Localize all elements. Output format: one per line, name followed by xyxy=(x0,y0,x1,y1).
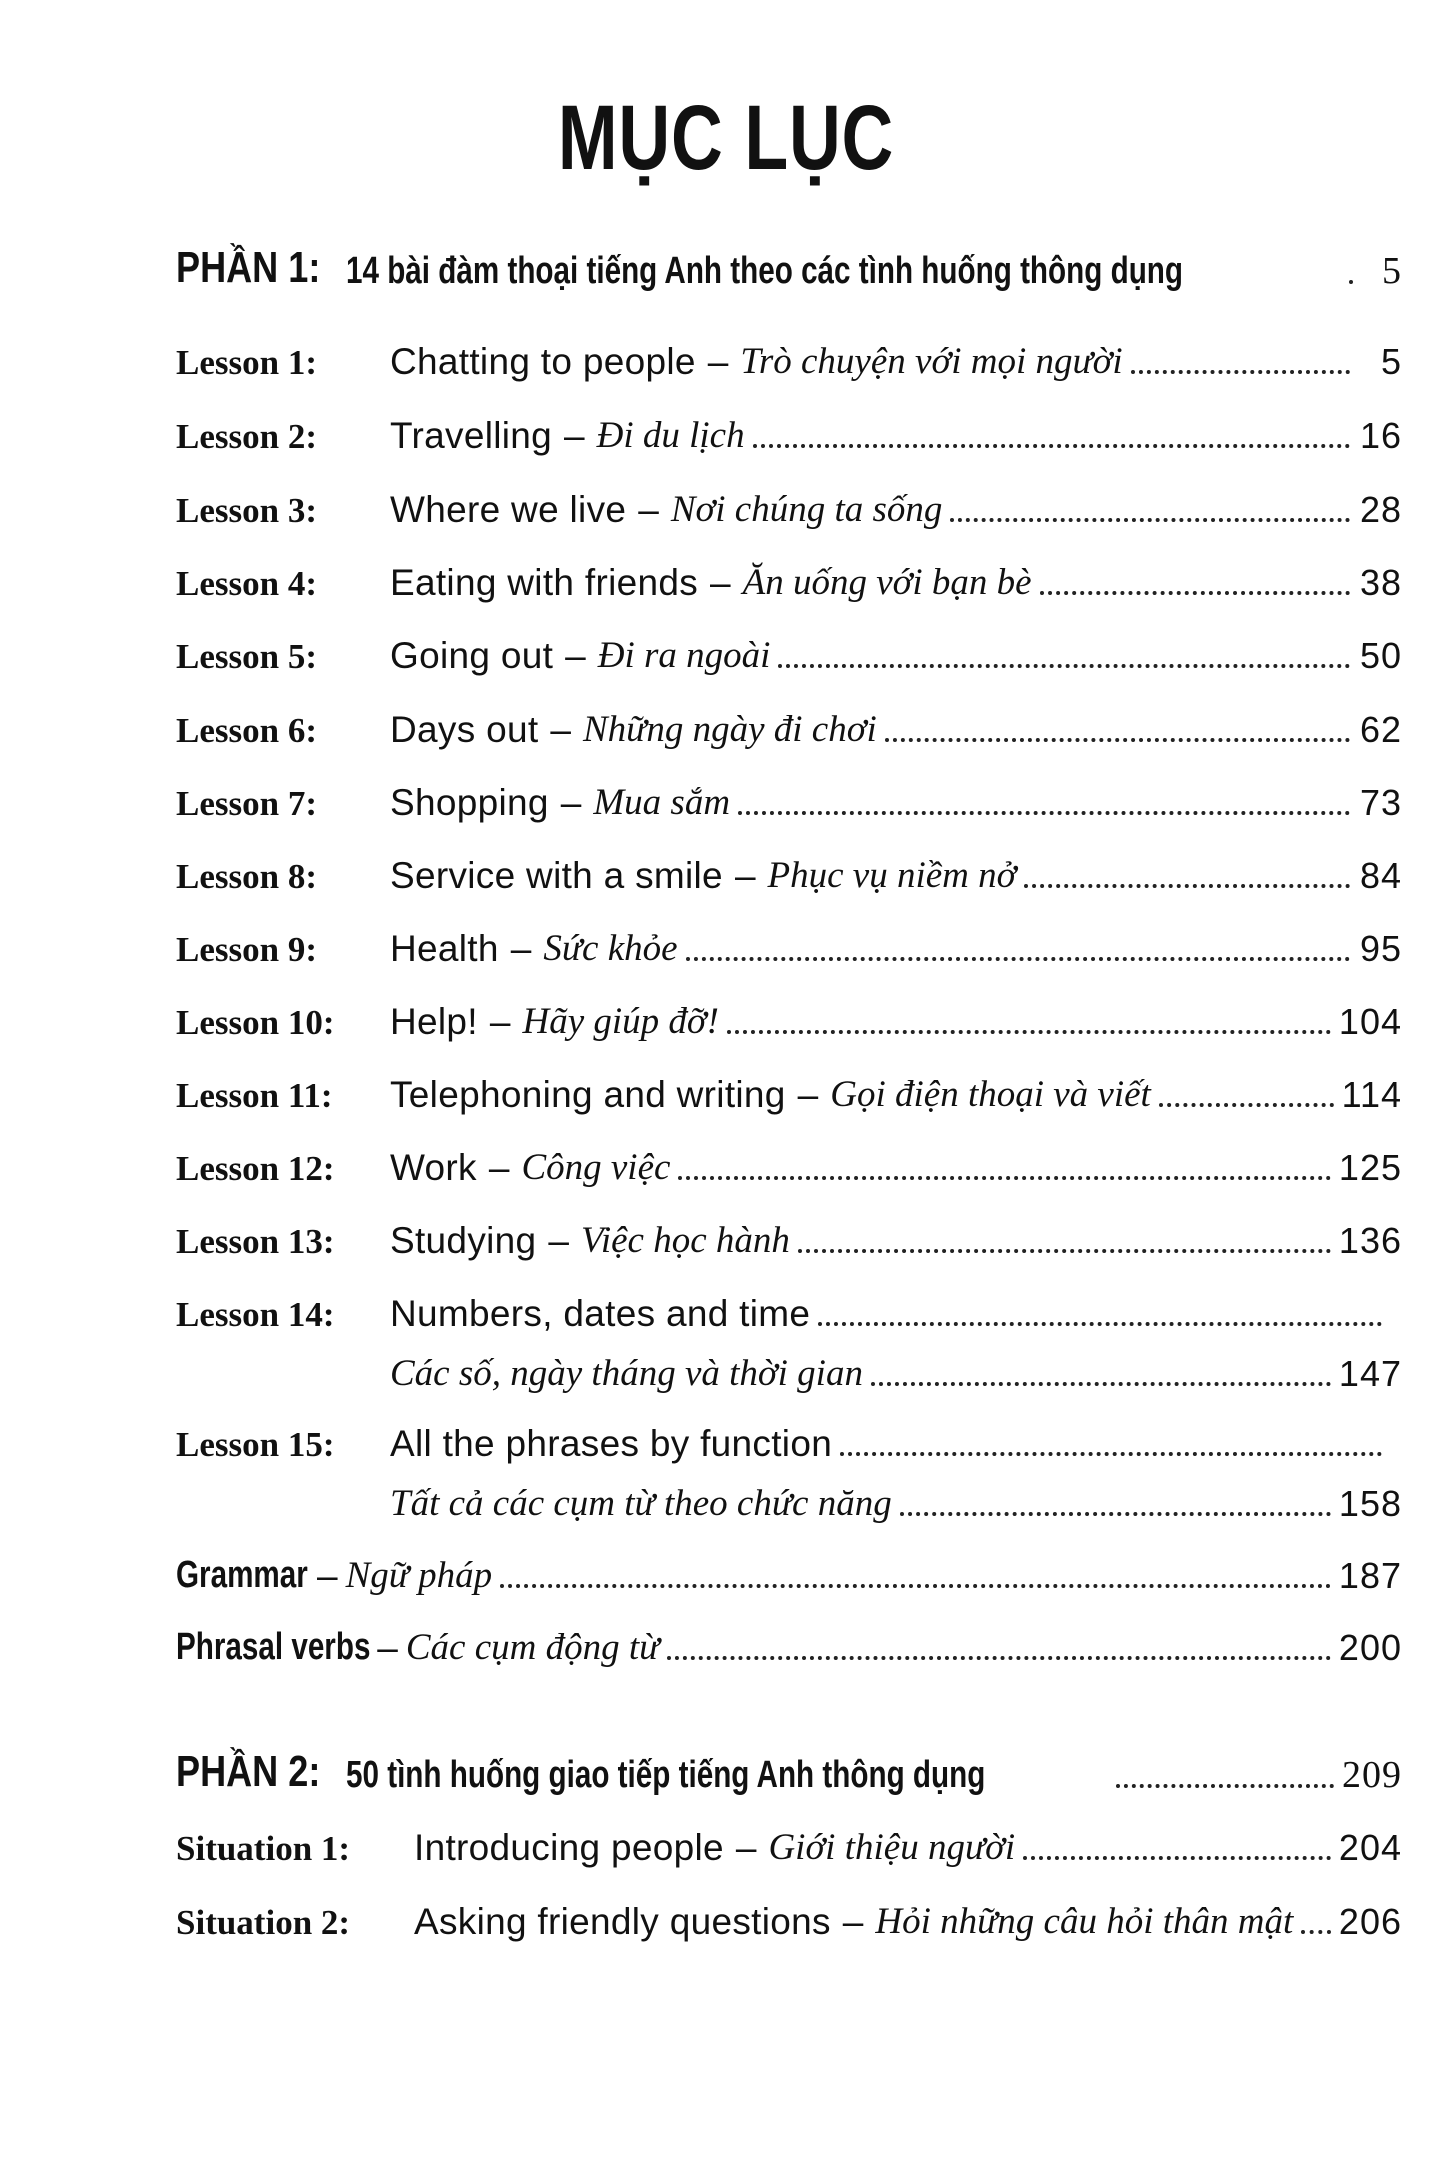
separator-dash: – xyxy=(735,1827,757,1868)
leader-dots xyxy=(840,1452,1382,1456)
extra-title-vi: Các cụm động từ xyxy=(405,1627,660,1668)
separator-dash: – xyxy=(489,1001,511,1042)
leader-dots xyxy=(1116,1784,1334,1788)
part-2-page: 209 xyxy=(1342,1754,1402,1796)
leader-dots xyxy=(900,1512,1331,1516)
leader-dots xyxy=(950,518,1350,522)
lesson-label: Lesson 10: xyxy=(176,1003,335,1042)
separator-dash: – xyxy=(550,709,571,750)
lesson-title-en: All the phrases by function xyxy=(390,1423,833,1464)
page-number: 158 xyxy=(1338,1483,1402,1524)
extra-label: Grammar xyxy=(176,1554,308,1596)
leader-dots xyxy=(798,1249,1331,1253)
lesson-label: Lesson 8: xyxy=(176,857,317,896)
situation-title-en: Asking friendly questions xyxy=(414,1901,831,1942)
lesson-title-vi: Những ngày đi chơi xyxy=(583,709,877,750)
toc-entry-phrasal-verbs xyxy=(176,1608,1402,1666)
page-number: 187 xyxy=(1338,1555,1402,1596)
toc-entry-lesson-13 xyxy=(176,1201,1402,1259)
leader-dots xyxy=(753,444,1350,448)
page-number: 16 xyxy=(1359,415,1402,456)
separator-dash: – xyxy=(842,1901,864,1942)
leader-dots xyxy=(871,1382,1331,1386)
lesson-title-en: Shopping xyxy=(390,782,549,823)
part-1-heading xyxy=(176,232,1402,290)
page-title: MỤC LỤC xyxy=(557,87,895,189)
separator-dash: – xyxy=(564,415,585,456)
separator-dash: – xyxy=(377,1627,398,1668)
lesson-title-en: Work xyxy=(390,1147,477,1188)
toc-entry-lesson-5 xyxy=(176,616,1402,674)
toc-entry-lesson-3 xyxy=(176,470,1402,528)
lesson-label: Lesson 14: xyxy=(176,1295,335,1334)
lesson-label: Lesson 1: xyxy=(176,343,317,382)
situation-title-en: Introducing people xyxy=(414,1827,724,1868)
page-number: 62 xyxy=(1359,709,1402,750)
separator-dash: – xyxy=(710,562,731,603)
toc-entry-lesson-15-vi xyxy=(176,1464,1402,1522)
separator-dash: – xyxy=(707,341,729,382)
leader-dots xyxy=(818,1322,1382,1326)
lesson-title-en: Going out xyxy=(390,635,554,676)
lesson-title-vi: Công việc xyxy=(521,1147,671,1188)
separator-dash: – xyxy=(560,782,582,823)
lesson-label: Lesson 9: xyxy=(176,930,317,969)
page-number: 206 xyxy=(1338,1901,1402,1942)
leader-dots xyxy=(885,738,1350,742)
lesson-title-en: Service with a smile xyxy=(390,855,723,896)
situation-title-vi: Giới thiệu người xyxy=(768,1827,1016,1868)
part-2-title: 50 tình huống giao tiếp tiếng Anh thông dụng xyxy=(346,1754,986,1796)
page-number: 50 xyxy=(1359,635,1402,676)
part-2-label: PHẦN 2: xyxy=(176,1747,321,1796)
lesson-title-en: Help! xyxy=(390,1001,478,1042)
separator-dash: – xyxy=(797,1074,819,1115)
lesson-title-vi: Mua sắm xyxy=(593,782,731,823)
lesson-title-vi: Hãy giúp đỡ! xyxy=(522,1001,719,1042)
leader-dots xyxy=(686,957,1350,961)
separator-dash: – xyxy=(565,635,586,676)
page-number: 114 xyxy=(1341,1074,1402,1115)
lesson-title-vi: Gọi điện thoại và viết xyxy=(830,1074,1151,1115)
toc-entry-lesson-14-vi xyxy=(176,1334,1402,1392)
lesson-title-vi: Phục vụ niềm nở xyxy=(767,855,1017,896)
leader-dots xyxy=(1349,280,1350,284)
page-number: 5 xyxy=(1380,341,1402,382)
toc-entry-lesson-12 xyxy=(176,1128,1402,1186)
lesson-title-en: Where we live xyxy=(390,489,627,530)
toc-entry-lesson-4 xyxy=(176,543,1402,601)
part-1-page: 5 xyxy=(1382,250,1402,292)
leader-dots xyxy=(1159,1103,1334,1107)
toc-entry-lesson-15 xyxy=(176,1404,1402,1462)
lesson-title-en: Eating with friends xyxy=(390,562,699,603)
part-1-label: PHẦN 1: xyxy=(176,243,321,292)
leader-dots xyxy=(727,1030,1331,1034)
toc-entry-lesson-6 xyxy=(176,690,1402,748)
extra-label: Phrasal verbs xyxy=(176,1626,371,1668)
situation-label: Situation 1: xyxy=(176,1829,351,1868)
leader-dots xyxy=(1024,884,1350,888)
lesson-label: Lesson 6: xyxy=(176,711,317,750)
toc-entry-situation-1 xyxy=(176,1808,1402,1866)
lesson-title-en: Numbers, dates and time xyxy=(390,1293,811,1334)
lesson-title-en: Travelling xyxy=(390,415,553,456)
leader-dots xyxy=(1301,1930,1331,1934)
lesson-title-vi: Đi du lịch xyxy=(596,415,745,456)
part-1-title: 14 bài đàm thoại tiếng Anh theo các tình huống thông dụng xyxy=(346,250,1184,292)
separator-dash: – xyxy=(510,928,532,969)
leader-dots xyxy=(667,1656,1331,1660)
lesson-label: Lesson 11: xyxy=(176,1076,333,1115)
situation-title-vi: Hỏi những câu hỏi thân mật xyxy=(875,1901,1294,1942)
lesson-title-en: Health xyxy=(390,928,499,969)
separator-dash: – xyxy=(638,489,659,530)
leader-dots xyxy=(1131,370,1350,374)
lesson-title-en: Studying xyxy=(390,1220,537,1261)
page-number: 28 xyxy=(1359,489,1402,530)
page-number: 147 xyxy=(1338,1353,1402,1394)
toc-entry-lesson-1 xyxy=(176,322,1402,380)
page-number: 73 xyxy=(1359,782,1402,823)
leader-dots xyxy=(678,1176,1331,1180)
separator-dash: – xyxy=(488,1147,510,1188)
toc-entry-lesson-8 xyxy=(176,836,1402,894)
toc-entry-lesson-14 xyxy=(176,1274,1402,1332)
toc-entry-lesson-9 xyxy=(176,909,1402,967)
lesson-label: Lesson 12: xyxy=(176,1149,335,1188)
page-number: 125 xyxy=(1338,1147,1402,1188)
separator-dash: – xyxy=(734,855,756,896)
leader-dots xyxy=(778,664,1350,668)
lesson-label: Lesson 2: xyxy=(176,417,317,456)
situation-label: Situation 2: xyxy=(176,1903,351,1942)
page-number: 136 xyxy=(1338,1220,1402,1261)
page-number: 95 xyxy=(1359,928,1402,969)
lesson-title-vi: Đi ra ngoài xyxy=(597,635,771,676)
lesson-title-vi: Ăn uống với bạn bè xyxy=(742,562,1032,603)
lesson-title-vi: Việc học hành xyxy=(580,1220,790,1261)
toc-entry-lesson-11 xyxy=(176,1055,1402,1113)
lesson-label: Lesson 7: xyxy=(176,784,317,823)
lesson-title-en: Days out xyxy=(390,709,539,750)
lesson-title-vi: Nơi chúng ta sống xyxy=(670,489,943,530)
lesson-title-vi: Các số, ngày tháng và thời gian xyxy=(390,1353,863,1394)
lesson-title-vi: Sức khỏe xyxy=(543,928,678,969)
lesson-title-en: Chatting to people xyxy=(390,341,696,382)
lesson-label: Lesson 3: xyxy=(176,491,317,530)
toc-entry-lesson-2 xyxy=(176,396,1402,454)
leader-dots xyxy=(1040,591,1350,595)
lesson-title-vi: Tất cả các cụm từ theo chức năng xyxy=(390,1483,892,1524)
lesson-label: Lesson 5: xyxy=(176,637,317,676)
page-number: 84 xyxy=(1359,855,1402,896)
page-number: 200 xyxy=(1338,1627,1402,1668)
toc-entry-lesson-10 xyxy=(176,982,1402,1040)
page-number: 204 xyxy=(1338,1827,1402,1868)
extra-title-vi: Ngữ pháp xyxy=(345,1555,493,1596)
lesson-label: Lesson 15: xyxy=(176,1425,335,1464)
leader-dots xyxy=(1023,1856,1331,1860)
lesson-label: Lesson 13: xyxy=(176,1222,335,1261)
toc-entry-grammar xyxy=(176,1536,1402,1594)
separator-dash: – xyxy=(316,1555,338,1596)
lesson-label: Lesson 4: xyxy=(176,564,317,603)
leader-dots xyxy=(738,811,1350,815)
page-number: 104 xyxy=(1338,1001,1402,1042)
toc-entry-lesson-7 xyxy=(176,763,1402,821)
toc-entry-situation-2 xyxy=(176,1882,1402,1940)
lesson-title-vi: Trò chuyện với mọi người xyxy=(740,341,1123,382)
page-number: 38 xyxy=(1359,562,1402,603)
part-2-heading xyxy=(176,1736,1402,1794)
separator-dash: – xyxy=(548,1220,569,1261)
leader-dots xyxy=(500,1584,1331,1588)
lesson-title-en: Telephoning and writing xyxy=(390,1074,786,1115)
